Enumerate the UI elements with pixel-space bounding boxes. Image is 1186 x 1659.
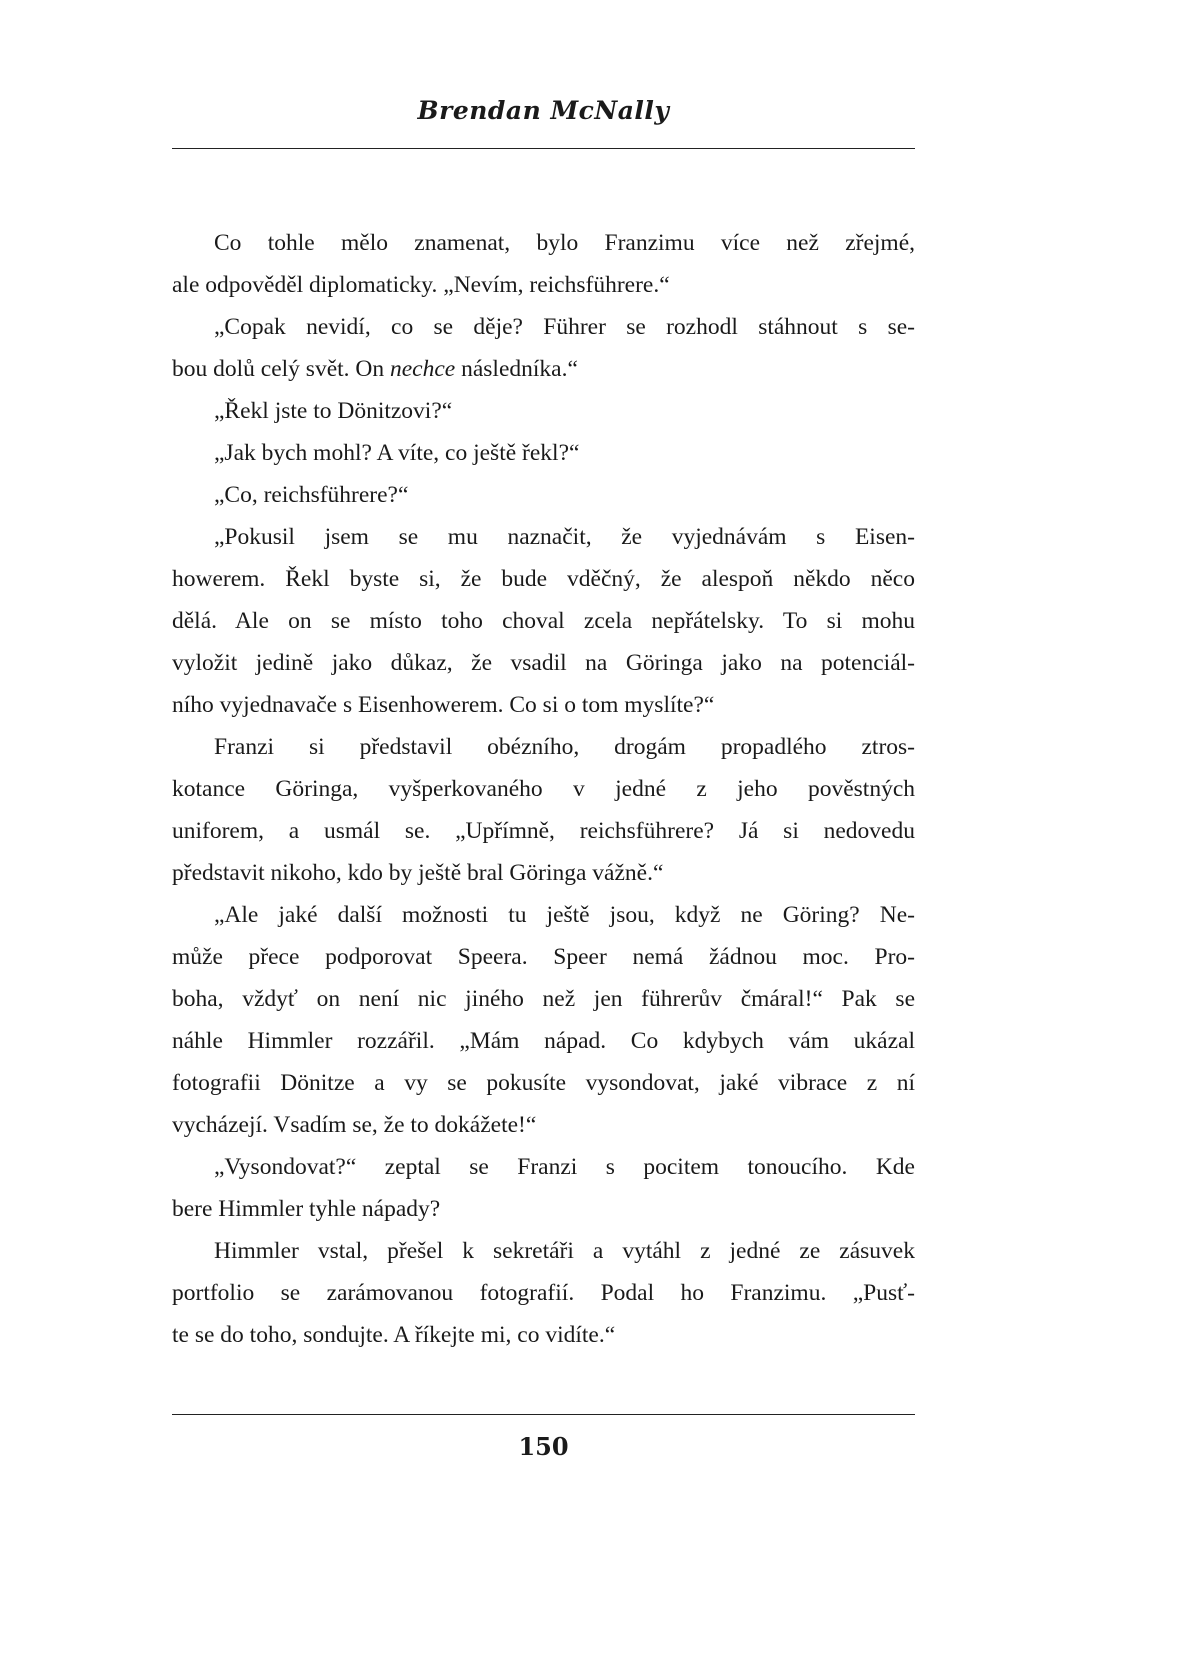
paragraph [172,1230,915,1356]
paragraph [172,432,915,474]
paragraph [172,306,915,390]
text-line: boha, vždyť on není nic jiného než jen führerův čmáral!“ Pak se [172,986,915,1012]
text-line: howerem. Řekl byste si, že bude vděčný, že alespoň někdo něco [172,566,915,592]
text-line: „Pokusil jsem se mu naznačit, že vyjednávám s Eisen- [214,524,915,550]
text-line: „Řekl jste to Dönitzovi?“ [214,398,453,424]
paragraph [172,726,915,894]
text-segment: následníka.“ [455,356,578,382]
text-line: Co tohle mělo znamenat, bylo Franzimu více než zřejmé, [214,230,915,256]
running-header: Brendan McNally [417,96,670,125]
text-line: dělá. Ale on se místo toho choval zcela nepřátelsky. To si mohu [172,608,915,634]
paragraph [172,390,915,432]
paragraph [172,222,915,306]
paragraph [172,894,915,1146]
text-line: Franzi si představil obézního, drogám propadlého ztros- [214,734,915,760]
text-line: ního vyjednavače s Eisenhowerem. Co si o tom myslíte?“ [172,692,715,718]
text-line: představit nikoho, kdo by ještě bral Göringa vážně.“ [172,860,664,886]
text-line: vyložit jedině jako důkaz, že vsadil na Göringa jako na potenciál- [172,650,915,676]
text-line [172,348,915,390]
text-line: ale odpověděl diplomaticky. „Nevím, reichsführere.“ [172,272,670,298]
text-line: portfolio se zarámovanou fotografií. Podal ho Franzimu. „Pusť- [172,1280,915,1306]
body-text [172,222,915,1356]
text-line: může přece podporovat Speera. Speer nemá žádnou moc. Pro- [172,944,915,970]
paragraph [172,474,915,516]
text-line: fotografii Dönitze a vy se pokusíte vysondovat, jaké vibrace z ní [172,1070,915,1096]
text-line: „Co, reichsführere?“ [214,482,409,508]
text-line: uniforem, a usmál se. „Upřímně, reichsführere? Já si nedovedu [172,818,915,844]
footer-rule [172,1414,915,1415]
text-line: Himmler vstal, přešel k sekretáři a vytáhl z jedné ze zásuvek [214,1238,915,1264]
emphasis: nechce [390,356,456,382]
header-rule [172,148,915,149]
text-segment: bou dolů celý svět. On [172,356,390,382]
text-line: náhle Himmler rozzářil. „Mám nápad. Co kdybych vám ukázal [172,1028,915,1054]
paragraph [172,516,915,726]
paragraph [172,1146,915,1230]
text-line: bere Himmler tyhle nápady? [172,1196,441,1222]
text-line: vycházejí. Vsadím se, že to dokážete!“ [172,1112,537,1138]
text-line: kotance Göringa, vyšperkovaného v jedné z jeho pověstných [172,776,915,802]
text-line: te se do toho, sondujte. A říkejte mi, co vidíte.“ [172,1322,616,1348]
text-line: „Copak nevidí, co se děje? Führer se rozhodl stáhnout s se- [214,314,915,340]
text-line: „Vysondovat?“ zeptal se Franzi s pocitem tonoucího. Kde [214,1154,915,1180]
text-line: „Jak bych mohl? A víte, co ještě řekl?“ [214,440,580,466]
text-line: „Ale jaké další možnosti tu ještě jsou, když ne Göring? Ne- [214,902,915,928]
page-number: 150 [518,1432,569,1461]
